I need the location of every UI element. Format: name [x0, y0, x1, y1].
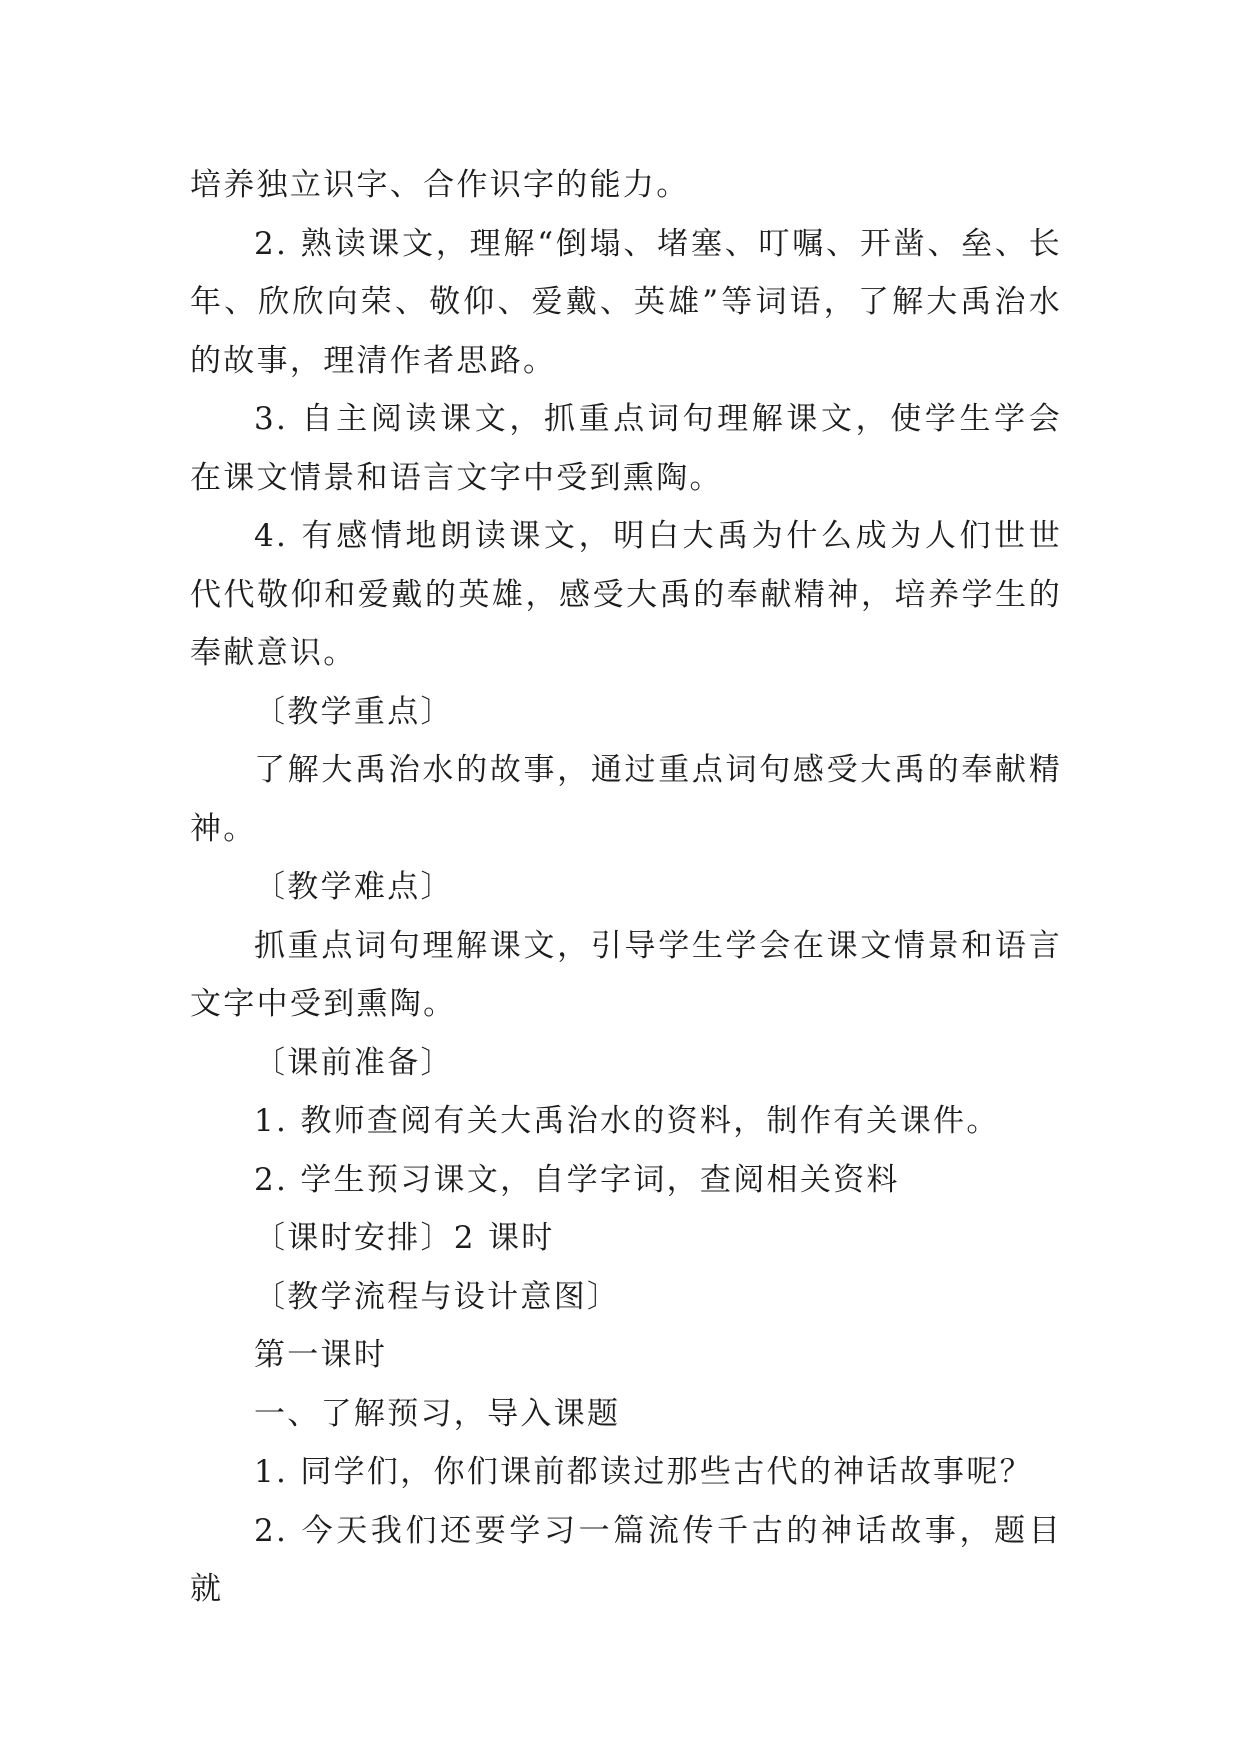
key-points-text: 了解大禹治水的故事，通过重点词句感受大禹的奉献精神。 — [190, 752, 1062, 847]
preparation-item-2: 2. 学生预习课文，自学字词，查阅相关资料 — [254, 1161, 900, 1198]
paragraph-continuation: 培养独立识字、合作识字的能力。 — [190, 167, 690, 203]
objective-4: 4. 有感情地朗读课文，明白大禹为什么成为人们世世代代敬仰和爱戴的英雄，感受大禹的奉献精神，培养学生的奉献意识。 — [190, 518, 1062, 671]
heading-preparation: 〔课前准备〕 — [254, 1044, 454, 1081]
heading-process: 〔教学流程与设计意图〕 — [254, 1278, 621, 1315]
section-one-title: 一、了解预习，导入课题 — [254, 1395, 621, 1432]
objective-3: 3. 自主阅读课文，抓重点词句理解课文，使学生学会在课文情景和语言文字中受到熏陶。 — [190, 401, 1062, 496]
heading-key-points: 〔教学重点〕 — [254, 693, 454, 730]
heading-schedule: 〔课时安排〕2 课时 — [254, 1220, 555, 1256]
section-one-item-1: 1. 同学们，你们课前都读过那些古代的神话故事呢？ — [254, 1454, 1033, 1490]
lesson-one-title: 第一课时 — [254, 1337, 388, 1373]
document-page — [190, 156, 1062, 1619]
section-one-item-2: 2. 今天我们还要学习一篇流传千古的神话故事，题目就 — [190, 1512, 1062, 1607]
objective-2: 2. 熟读课文，理解“倒塌、堵塞、叮嘱、开凿、垒、长年、欣欣向荣、敬仰、爱戴、英雄”等词语，了解大禹治水的故事，理清作者思路。 — [190, 225, 1062, 379]
preparation-item-1: 1. 教师查阅有关大禹治水的资料，制作有关课件。 — [254, 1103, 1000, 1139]
difficulties-text: 抓重点词句理解课文，引导学生学会在课文情景和语言文字中受到熏陶。 — [190, 927, 1062, 1022]
heading-difficulties: 〔教学难点〕 — [254, 869, 454, 905]
